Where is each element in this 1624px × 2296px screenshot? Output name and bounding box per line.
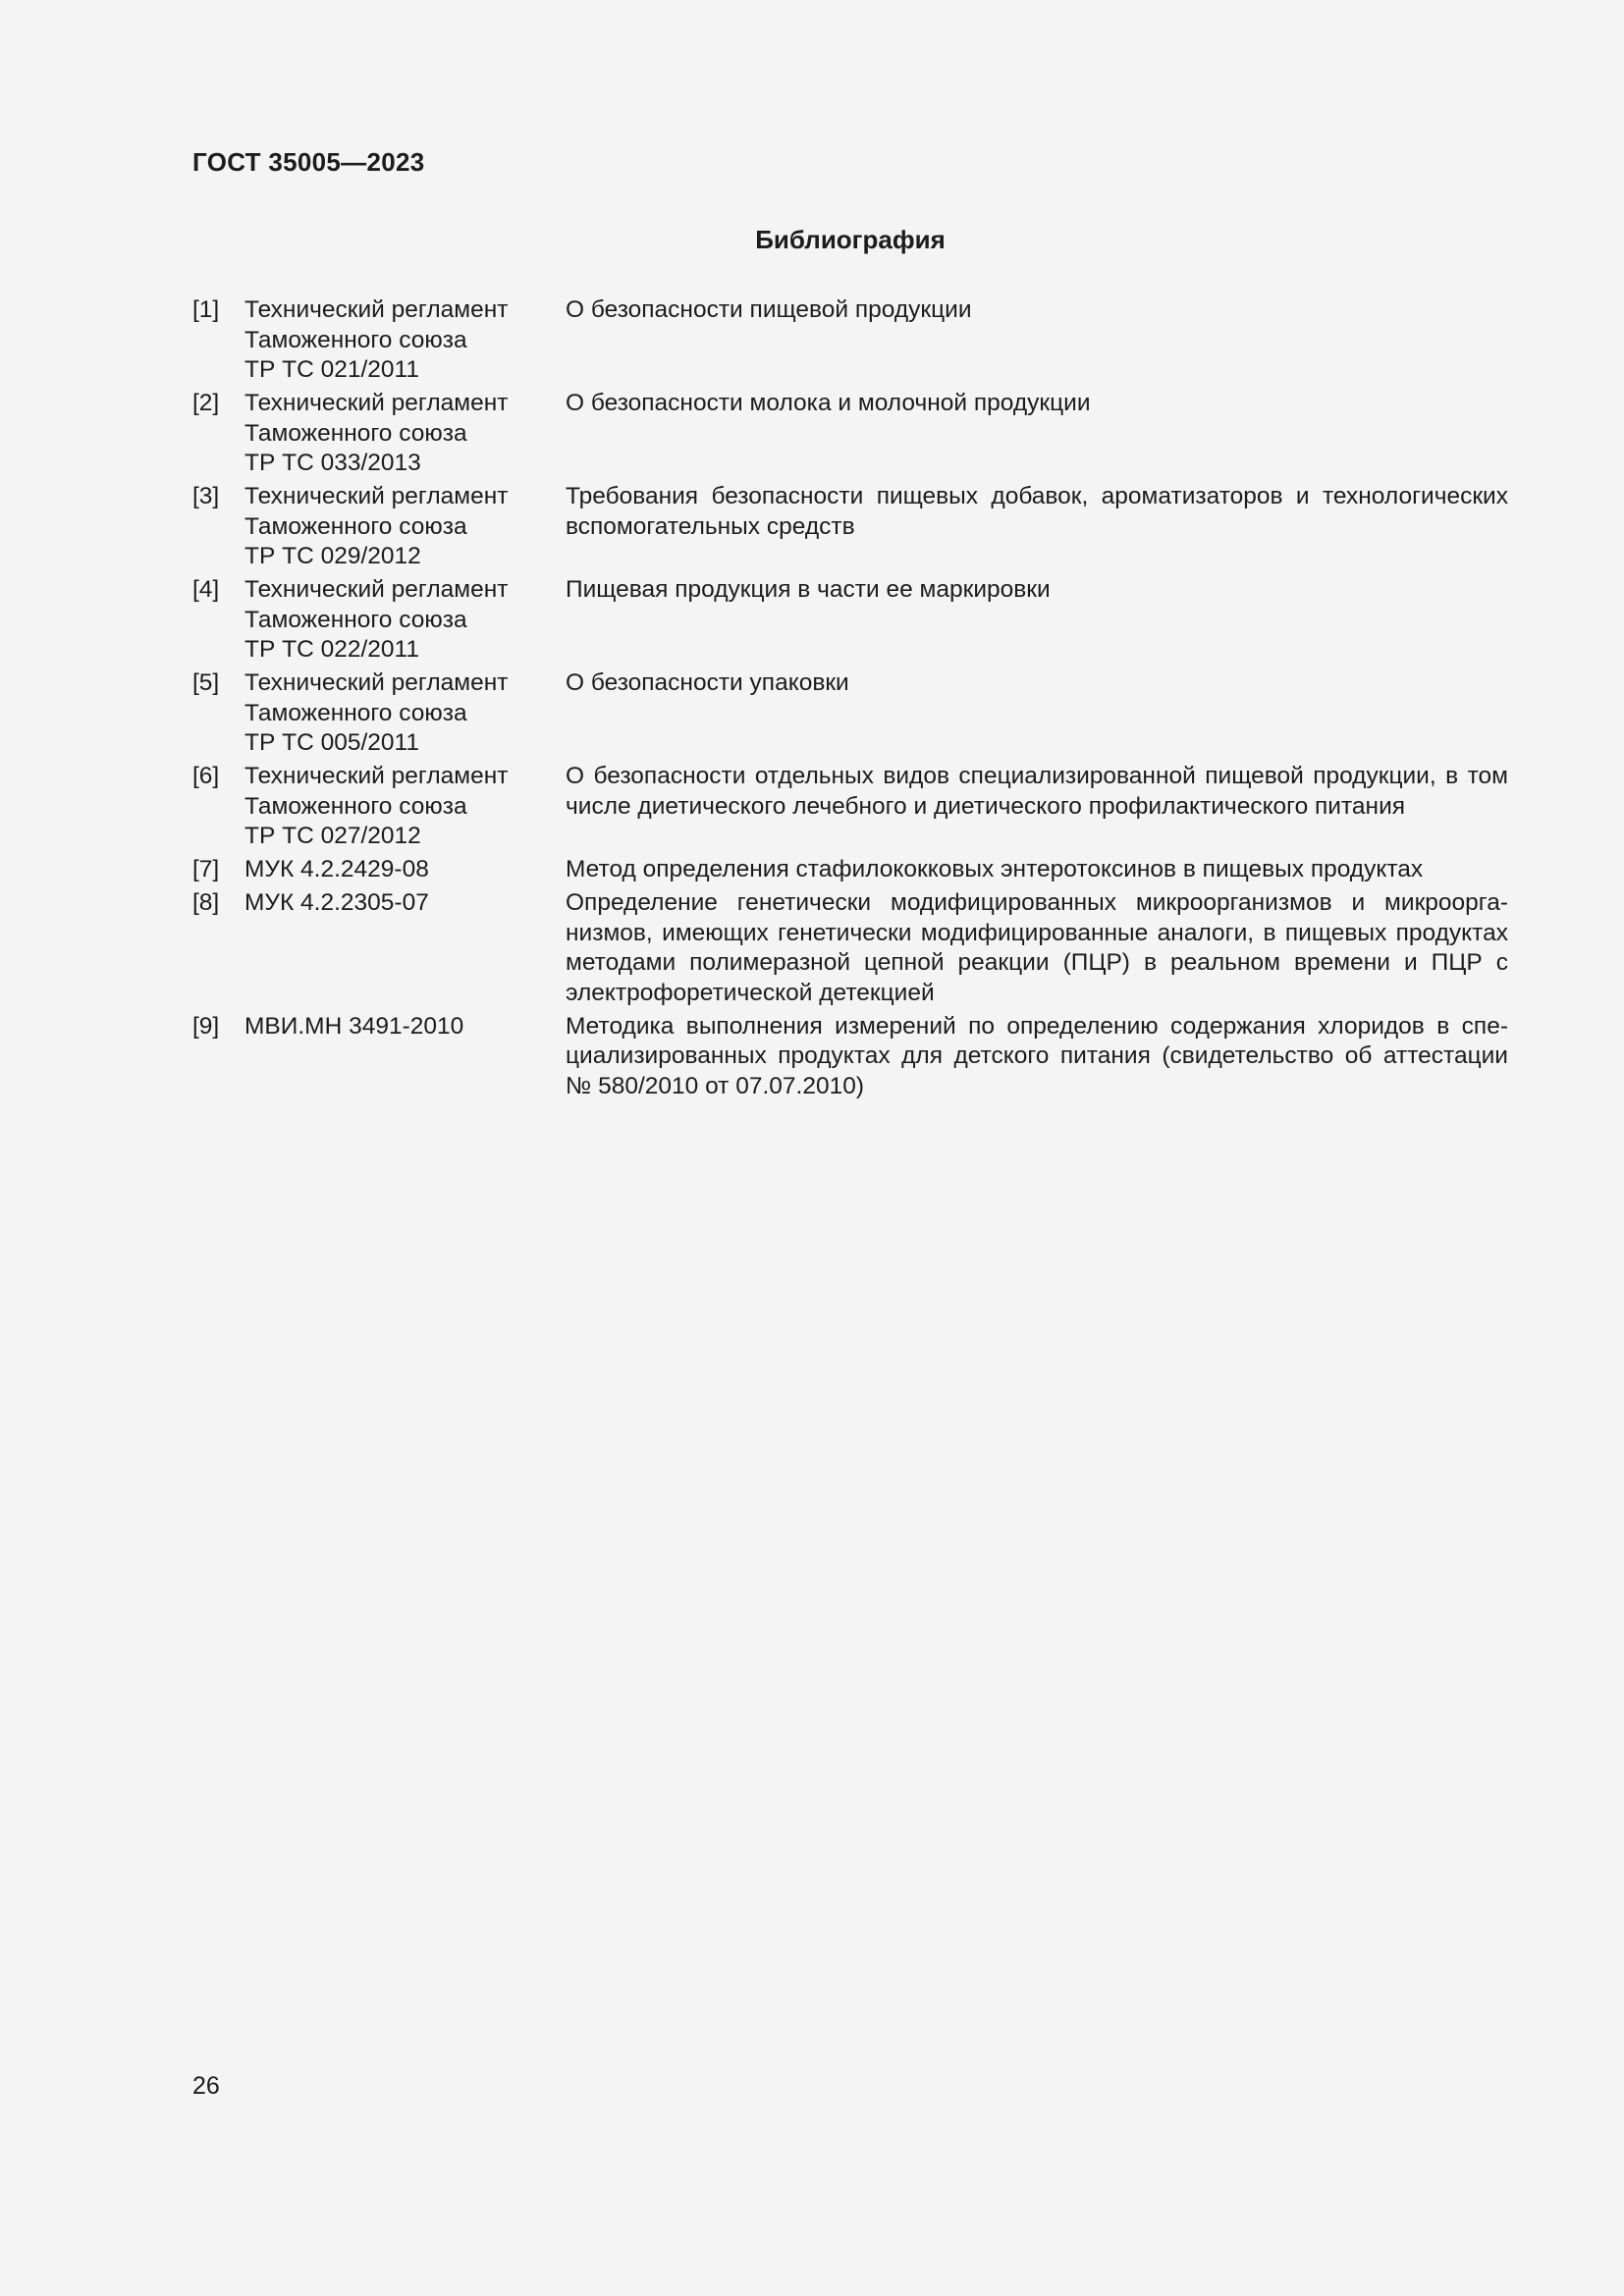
entry-reference: Технический регламент Таможенного союза ТР ТС 022/2011 [244,576,509,663]
entry-reference: МВИ.МН 3491-2010 [244,1012,464,1040]
entry-reference: Технический регламент Таможенного союза ТР ТС 033/2013 [244,390,509,476]
entry-reference: Технический регламент Таможенного союза ТР ТС 021/2011 [244,296,509,383]
bibliography-entry [192,389,1508,479]
entry-number: [1] [192,296,220,323]
bibliography-entry [192,295,1508,386]
bibliography-entry [192,668,1508,759]
entry-reference: МУК 4.2.2429-08 [244,856,429,882]
entry-number: [3] [192,483,220,509]
entry-reference: Технический регламент Таможенного союза ТР ТС 029/2012 [244,483,509,569]
entry-description: О безопасности отдельных видов специализированной пищевой продукции, в том числе диетического лечебного и диетического профилактического питания [566,763,1508,820]
bibliography-entry [192,1012,1508,1102]
bibliography-entry [192,855,1508,885]
entry-description: О безопасности упаковки [566,669,849,696]
entry-number: [6] [192,763,220,789]
entry-reference: МУК 4.2.2305-07 [244,889,429,916]
bibliography-list [192,295,1508,1105]
page-number: 26 [192,2072,220,2100]
bibliography-entry [192,888,1508,1008]
document-header: ГОСТ 35005—2023 [192,147,425,177]
entry-description: Определение генетически модифицированных микроорганизмов и микроорганизмов, имеющих генетически модифицированные аналоги, в пищевых продуктах методами полимеразной цепной реакции (ПЦР) в реальном времени и ПЦР с электрофоретической детекцией [566,889,1508,1006]
entry-description: О безопасности пищевой продукции [566,296,972,323]
entry-description: Пищевая продукция в части ее маркировки [566,576,1051,603]
entry-description: Требования безопасности пищевых добавок, ароматизаторов и технологических вспомогательных средств [566,483,1508,540]
bibliography-entry [192,482,1508,572]
bibliography-entry [192,762,1508,852]
entry-number: [8] [192,889,220,916]
entry-number: [2] [192,390,220,416]
entry-description: Методика выполнения измерений по определению содержания хлоридов в специализированных продуктах для детского питания (свидетельство об аттестации № 580/2010 от 07.07.2010) [566,1012,1508,1099]
entry-number: [7] [192,856,220,882]
entry-description: О безопасности молока и молочной продукции [566,390,1091,416]
section-title: Библиография [755,225,946,254]
entry-number: [9] [192,1012,220,1040]
entry-reference: Технический регламент Таможенного союза ТР ТС 027/2012 [244,763,509,849]
bibliography-entry [192,575,1508,666]
entry-reference: Технический регламент Таможенного союза ТР ТС 005/2011 [244,669,509,756]
entry-number: [4] [192,576,220,603]
entry-number: [5] [192,669,220,696]
entry-description: Метод определения стафилококковых энтеротоксинов в пищевых продуктах [566,856,1424,882]
